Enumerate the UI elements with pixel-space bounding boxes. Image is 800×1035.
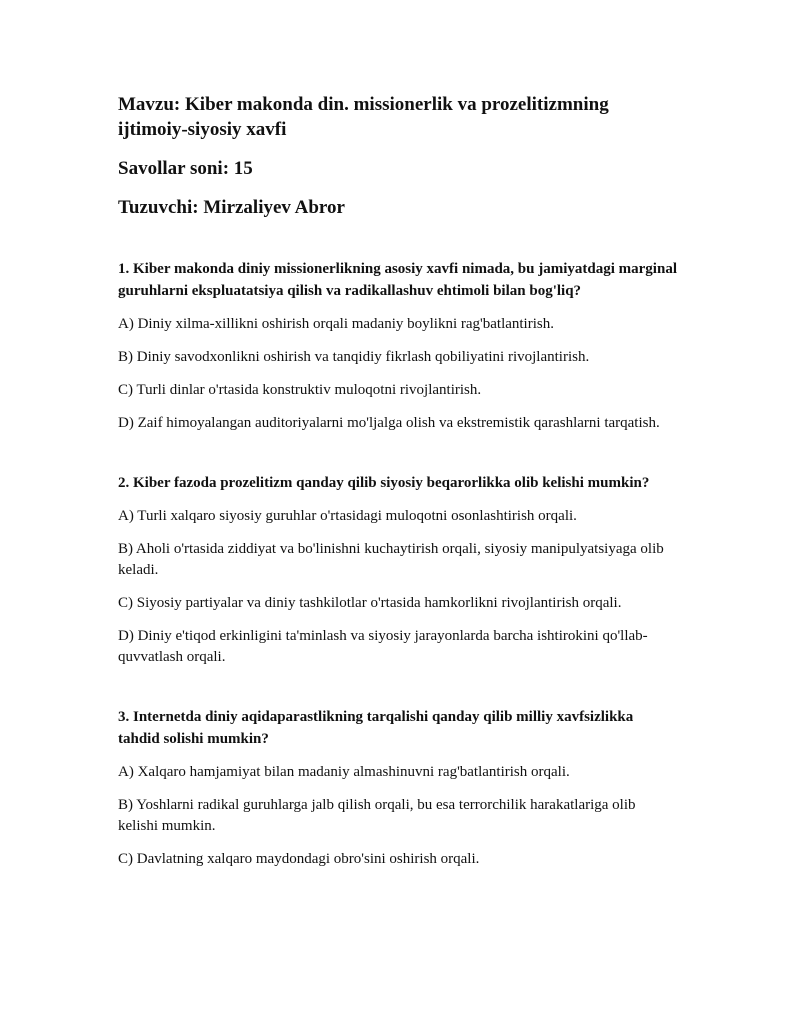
option-c: C) Siyosiy partiyalar va diniy tashkilotlar o'rtasida hamkorlikni rivojlantirish orqali. [118, 595, 622, 611]
author-line: Tuzuvchi: Mirzaliyev Abror [118, 197, 345, 218]
option-b: B) Aholi o'rtasida ziddiyat va bo'linishni kuchaytirish orqali, siyosiy manipulyatsiyaga olib keladi. [118, 541, 664, 578]
question-title: 1. Kiber makonda diniy missionerlikning asosiy xavfi nimada, bu jamiyatdagi marginal guruhlarni ekspluatatsiya qilish va radikallashuv ehtimoli bilan bog'liq? [118, 261, 677, 299]
question-title: 3. Internetda diniy aqidaparastlikning tarqalishi qanday qilib milliy xavfsizlikka tahdid solishi mumkin? [118, 709, 634, 747]
option-a: A) Diniy xilma-xillikni oshirish orqali madaniy boylikni rag'batlantirish. [118, 316, 554, 332]
option-c: C) Davlatning xalqaro maydondagi obro'sini oshirish orqali. [118, 851, 480, 867]
topic-heading: Mavzu: Kiber makonda din. missionerlik va prozelitizmning ijtimoiy-siyosiy xavfi [118, 94, 609, 140]
option-b: B) Yoshlarni radikal guruhlarga jalb qilish orqali, bu esa terrorchilik harakatlariga olib kelishi mumkin. [118, 797, 636, 834]
option-d: D) Zaif himoyalangan auditoriyalarni mo'ljalga olish va ekstremistik qarashlarni tarqatish. [118, 415, 660, 431]
document-page [118, 92, 678, 882]
question-2 [118, 472, 678, 668]
question-title: 2. Kiber fazoda prozelitizm qanday qilib siyosiy beqarorlikka olib kelishi mumkin? [118, 475, 650, 491]
option-d: D) Diniy e'tiqod erkinligini ta'minlash va siyosiy jarayonlarda barcha ishtirokini qo'llab-quvvatlash orqali. [118, 628, 648, 665]
option-a: A) Turli xalqaro siyosiy guruhlar o'rtasidagi muloqotni osonlashtirish orqali. [118, 508, 577, 524]
option-a: A) Xalqaro hamjamiyat bilan madaniy almashinuvni rag'batlantirish orqali. [118, 764, 570, 780]
question-3 [118, 706, 678, 870]
option-c: C) Turli dinlar o'rtasida konstruktiv muloqotni rivojlantirish. [118, 382, 482, 398]
question-1 [118, 258, 678, 434]
option-b: B) Diniy savodxonlikni oshirish va tanqidiy fikrlash qobiliyatini rivojlantirish. [118, 349, 590, 365]
question-count: Savollar soni: 15 [118, 158, 253, 179]
